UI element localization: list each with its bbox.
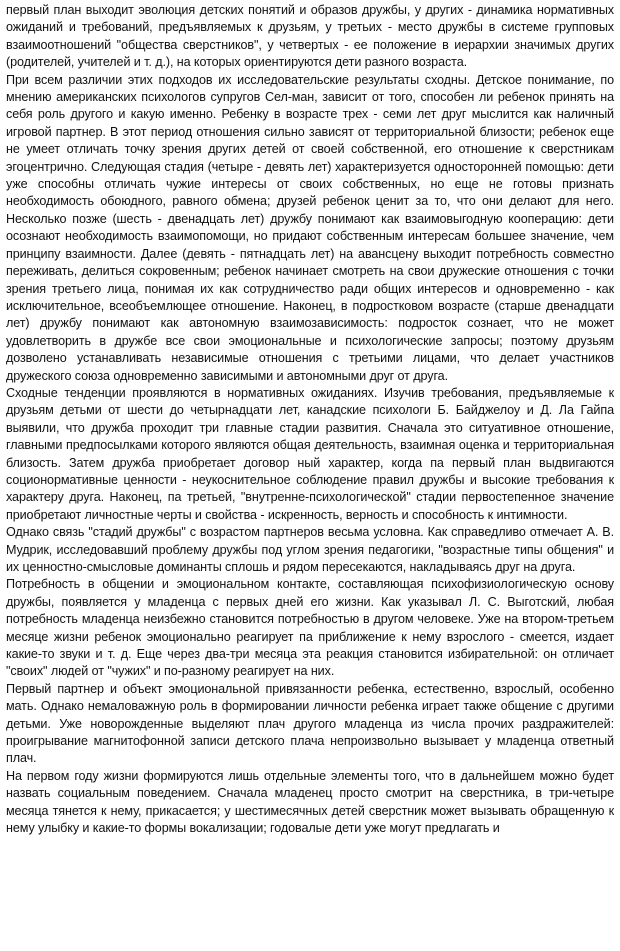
paragraph-2: При всем различии этих подходов их исследовательские результаты сходны. Детское понимание, по мнению американских психологов супругов Сел-ман, зависит от того, способен ли ребенок принять на себя роль другого и какую именно. Ребенку в возрасте трех - семи лет друг мыслится как наличный игровой партнер. В этот период отношения сильно зависят от территориальной близости; ребенок еще не умеет отличать точку зрения других детей от своей собственной, его отношение к сверстникам эгоцентрично. Следующая стадия (четыре - девять лет) характеризуется односторонней помощью: дети уже способны отличать чужие интересы от своих собственных, но еще не готовы признать необходимость обоюдного, равного обмена; друзей ребенок ценит за то, что они делают для него. Несколько позже (шесть - двенадцать лет) дружбу понимают как взаимовыгодную кооперацию: дети осознают необходимость взаимопомощи, но придают собственным интересам большее значение, чем принципу взаимности. Далее (девять - пятнадцать лет) на авансцену выходит потребность совместно переживать, делиться сокровенным; ребенок начинает смотреть на свои дружеские отношения с точки зрения третьего лица, понимая их как сотрудничество ради общих интересов и одновременно - как исключительное, всеобъемлющее отношение. Наконец, в подростковом возрасте (старше двенадцати лет) дружбу понимают как автономную взаимозависимость: подросток сознает, что не может удовлетворить в дружбе все свои эмоциональные и психологические запросы; поэтому друзьям дозволено устанавливать независимые отношения с третьими лицами, что делает участников дружеского союза одновременно зависимыми и автономными друг от друга. [6, 72, 614, 383]
paragraph-3: Сходные тенденции проявляются в нормативных ожиданиях. Изучив требования, предъявляемые к друзьям детьми от шести до четырнадцати лет, канадские психологи Б. Байджелоу и Д. Ла Гайпа выявили, что дружба проходит три главные стадии развития. Сначала это ситуативное отношение, главными предпосылками которого являются общая деятельность, взаимная оценка и территориальная близость. Затем дружба приобретает договор ный характер, когда па первый план выдвигаются соционормативные ценности - неукоснительное соблюдение правил дружбы и высокие требования к характеру друга. Наконец, па третьей, "внутренне-психологической" стадии первостепенное значение приобретают личностные черты и свойства - искренность, верность и способность к интимности. [6, 385, 614, 522]
paragraph-6: Первый партнер и объект эмоциональной привязанности ребенка, естественно, взрослый, особенно мать. Однако немаловажную роль в формировании личности ребенка играет также общение с другими детьми. Уже новорожденные выделяют плач другого младенца из числа прочих раздражителей: проигрывание магнитофонной записи детского плача непроизвольно вызывает у младенца ответный плач. [6, 681, 614, 766]
paragraph-5: Потребность в общении и эмоциональном контакте, составляющая психофизиологическую основу дружбы, появляется у младенца с первых дней его жизни. Как указывал Л. С. Выготский, любая потребность младенца неизбежно становится потребностью в другом человеке. Уже на втором-третьем месяце жизни ребенок эмоционально реагирует па приближение к нему взрослого - смеется, издает какие-то звуки и т. д. Еще через два-три месяца эта реакция становится избирательной: он отличает "своих" людей от "чужих" и по-разному реагирует на них. [6, 577, 614, 679]
paragraph-4: Однако связь "стадий дружбы" с возрастом партнеров весьма условна. Как справедливо отмечает А. В. Мудрик, исследовавший проблему дружбы под углом зрения педагогики, "возрастные типы общения" и их ценностно-смысловые доминанты сплошь и рядом пересекаются, накладываясь друг на друга. [6, 525, 614, 574]
paragraph-7: На первом году жизни формируются лишь отдельные элементы того, что в дальнейшем можно будет назвать социальным поведением. Сначала младенец просто смотрит на сверстника, в три-четыре месяца тянется к нему, прикасается; у шестимесячных детей сверстник может вызывать обращенную к нему улыбку и какие-то формы вокализации; годовалые дети уже могут предлагать и [6, 768, 614, 836]
document-page [6, 2, 614, 838]
paragraph-1: первый план выходит эволюция детских понятий и образов дружбы, у других - динамика нормативных ожиданий и требований, предъявляемых к друзьям, у третьих - место дружбы в системе групповых взаимоотношений "общества сверстников", у четвертых - ее положение в иерархии значимых других (родителей, учителей и т. д.), на которых ориентируются дети разного возраста. [6, 3, 614, 70]
